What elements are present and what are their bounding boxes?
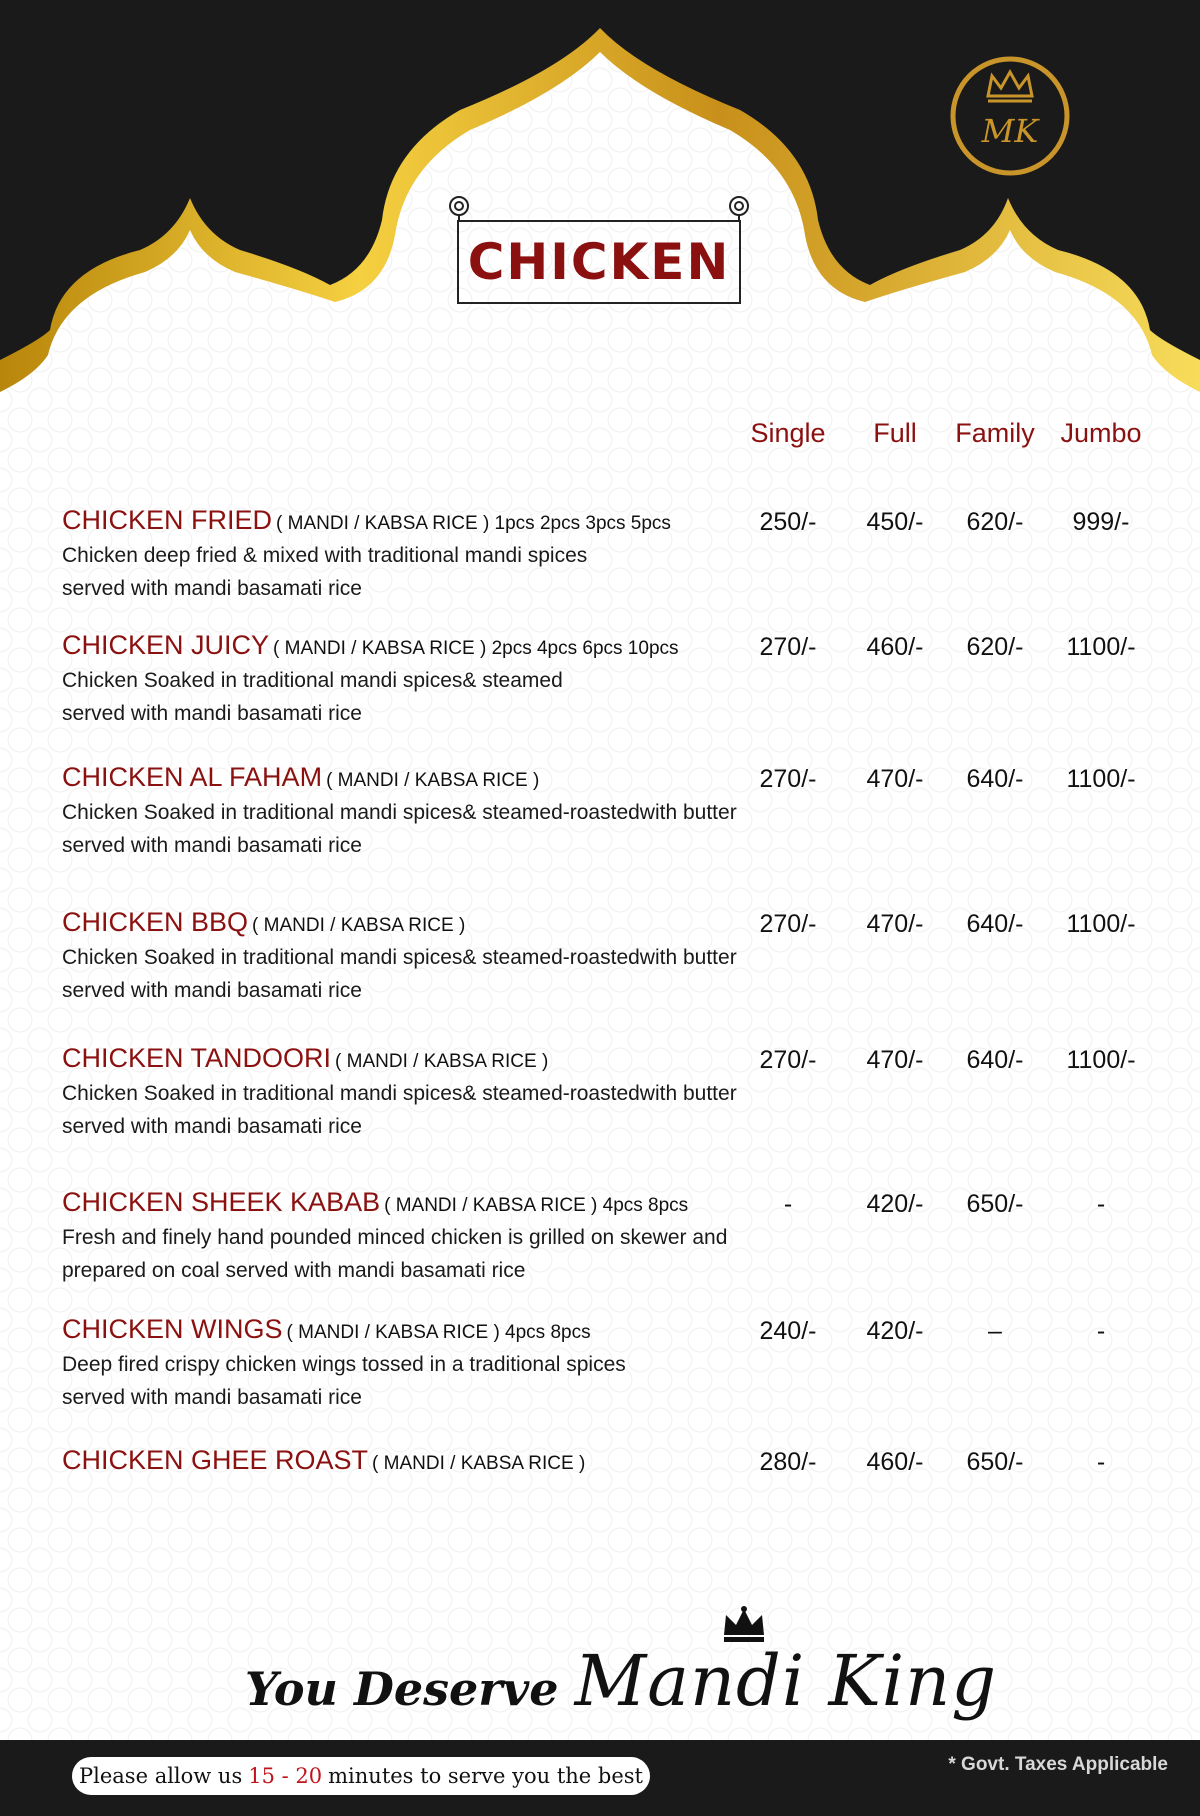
notice-time: 15 - 20 [248,1764,323,1788]
item-subtitle: ( MANDI / KABSA RICE ) 4pcs 8pcs [384,1195,689,1216]
item-title-line [62,1043,742,1074]
item-description-line: Deep fired crispy chicken wings tossed in a traditional spices [62,1353,626,1376]
item-subtitle: ( MANDI / KABSA RICE ) [372,1453,586,1474]
item-description-line: served with mandi basamati rice [62,834,362,857]
menu-item [62,1187,742,1287]
item-description-line: Chicken Soaked in traditional mandi spices& steamed [62,669,563,692]
item-subtitle: ( MANDI / KABSA RICE ) 1pcs 2pcs 3pcs 5pcs [276,513,671,534]
price-jumbo: - [1096,1190,1106,1218]
item-subtitle: ( MANDI / KABSA RICE ) 2pcs 4pcs 6pcs 10pcs [273,638,679,659]
item-subtitle: ( MANDI / KABSA RICE ) [335,1051,549,1072]
price-single: 270/- [759,1046,817,1074]
price-family: 620/- [966,633,1024,661]
item-subtitle: ( MANDI / KABSA RICE ) 4pcs 8pcs [286,1322,591,1343]
column-header-full: Full [873,418,917,448]
price-single: 280/- [759,1448,817,1476]
price-jumbo: 1100/- [1066,1046,1136,1074]
item-description [62,941,742,1007]
price-family: 650/- [966,1448,1024,1476]
item-description-line: Chicken Soaked in traditional mandi spices& steamed-roastedwith butter [62,946,737,969]
logo-monogram: MK [981,112,1039,150]
price-family: 640/- [966,910,1024,938]
price-single: 270/- [759,765,817,793]
notice-suffix: minutes to serve you the best [328,1764,643,1788]
item-subtitle: ( MANDI / KABSA RICE ) [252,915,466,936]
column-header-jumbo: Jumbo [1060,418,1142,448]
item-description [62,1077,742,1143]
price-jumbo: - [1096,1317,1106,1345]
item-subtitle: ( MANDI / KABSA RICE ) [326,770,540,791]
item-name: CHICKEN FRIED [62,505,273,535]
price-jumbo: 1100/- [1066,765,1136,793]
item-description-line: served with mandi basamati rice [62,979,362,1002]
price-family: 650/- [966,1190,1024,1218]
menu-item [62,1445,742,1476]
brand-logo-icon [948,54,1072,178]
item-name: CHICKEN WINGS [62,1314,283,1344]
menu-item [62,1314,742,1414]
item-name: CHICKEN TANDOORI [62,1043,332,1073]
item-description-line: served with mandi basamati rice [62,702,362,725]
item-description-line: served with mandi basamati rice [62,577,362,600]
price-jumbo: 999/- [1072,508,1130,536]
item-description-line: Chicken deep fried & mixed with traditional mandi spices [62,544,588,567]
price-family: 620/- [966,508,1024,536]
price-full: 470/- [866,1046,924,1074]
item-name: CHICKEN BBQ [62,907,249,937]
price-family: – [988,1317,1002,1345]
item-title-line [62,1314,742,1345]
item-description [62,664,742,730]
price-full: 470/- [866,910,924,938]
item-title-line [62,1187,742,1218]
price-full: 450/- [866,508,924,536]
item-title-line [62,505,742,536]
price-jumbo: - [1096,1448,1106,1476]
price-full: 460/- [866,1448,924,1476]
item-name: CHICKEN AL FAHAM [62,762,323,792]
item-title-line [62,1445,742,1476]
price-full: 460/- [866,633,924,661]
page-title: CHICKEN [467,233,731,291]
price-single: 240/- [759,1317,817,1345]
item-description [62,539,742,605]
price-full: 420/- [866,1317,924,1345]
item-description-line: Fresh and finely hand pounded minced chicken is grilled on skewer and [62,1226,728,1249]
serving-time-notice [72,1757,650,1795]
item-title-line [62,762,742,793]
item-title-line [62,630,742,661]
price-family: 640/- [966,1046,1024,1074]
price-single: 270/- [759,633,817,661]
tagline-part1: You Deserve [245,1662,559,1716]
menu-item [62,907,742,1007]
price-single: 250/- [759,508,817,536]
price-jumbo: 1100/- [1066,910,1136,938]
item-description-line: prepared on coal served with mandi basamati rice [62,1259,526,1282]
crown-icon [720,1605,768,1645]
menu-item [62,1043,742,1143]
price-family: 640/- [966,765,1024,793]
tagline [245,1640,997,1722]
item-description-line: served with mandi basamati rice [62,1115,362,1138]
item-description [62,796,742,862]
item-name: CHICKEN JUICY [62,630,270,660]
item-description-line: Chicken Soaked in traditional mandi spices& steamed-roastedwith butter [62,801,737,824]
item-title-line [62,907,742,938]
price-single: - [783,1190,793,1218]
menu-item [62,630,742,730]
notice-prefix: Please allow us [79,1764,243,1788]
tagline-brand: Mandi King [574,1640,998,1722]
title-frame [457,220,741,304]
item-description-line: Chicken Soaked in traditional mandi spices& steamed-roastedwith butter [62,1082,737,1105]
item-name: CHICKEN SHEEK KABAB [62,1187,381,1217]
item-description-line: served with mandi basamati rice [62,1386,362,1409]
price-full: 470/- [866,765,924,793]
menu-item [62,762,742,862]
price-full: 420/- [866,1190,924,1218]
price-single: 270/- [759,910,817,938]
taxes-note: * Govt. Taxes Applicable [948,1754,1168,1775]
item-description [62,1348,742,1414]
column-header-family: Family [955,418,1035,448]
price-jumbo: 1100/- [1066,633,1136,661]
menu-item [62,505,742,605]
item-description [62,1221,742,1287]
item-name: CHICKEN GHEE ROAST [62,1445,369,1475]
column-header-single: Single [750,418,826,448]
